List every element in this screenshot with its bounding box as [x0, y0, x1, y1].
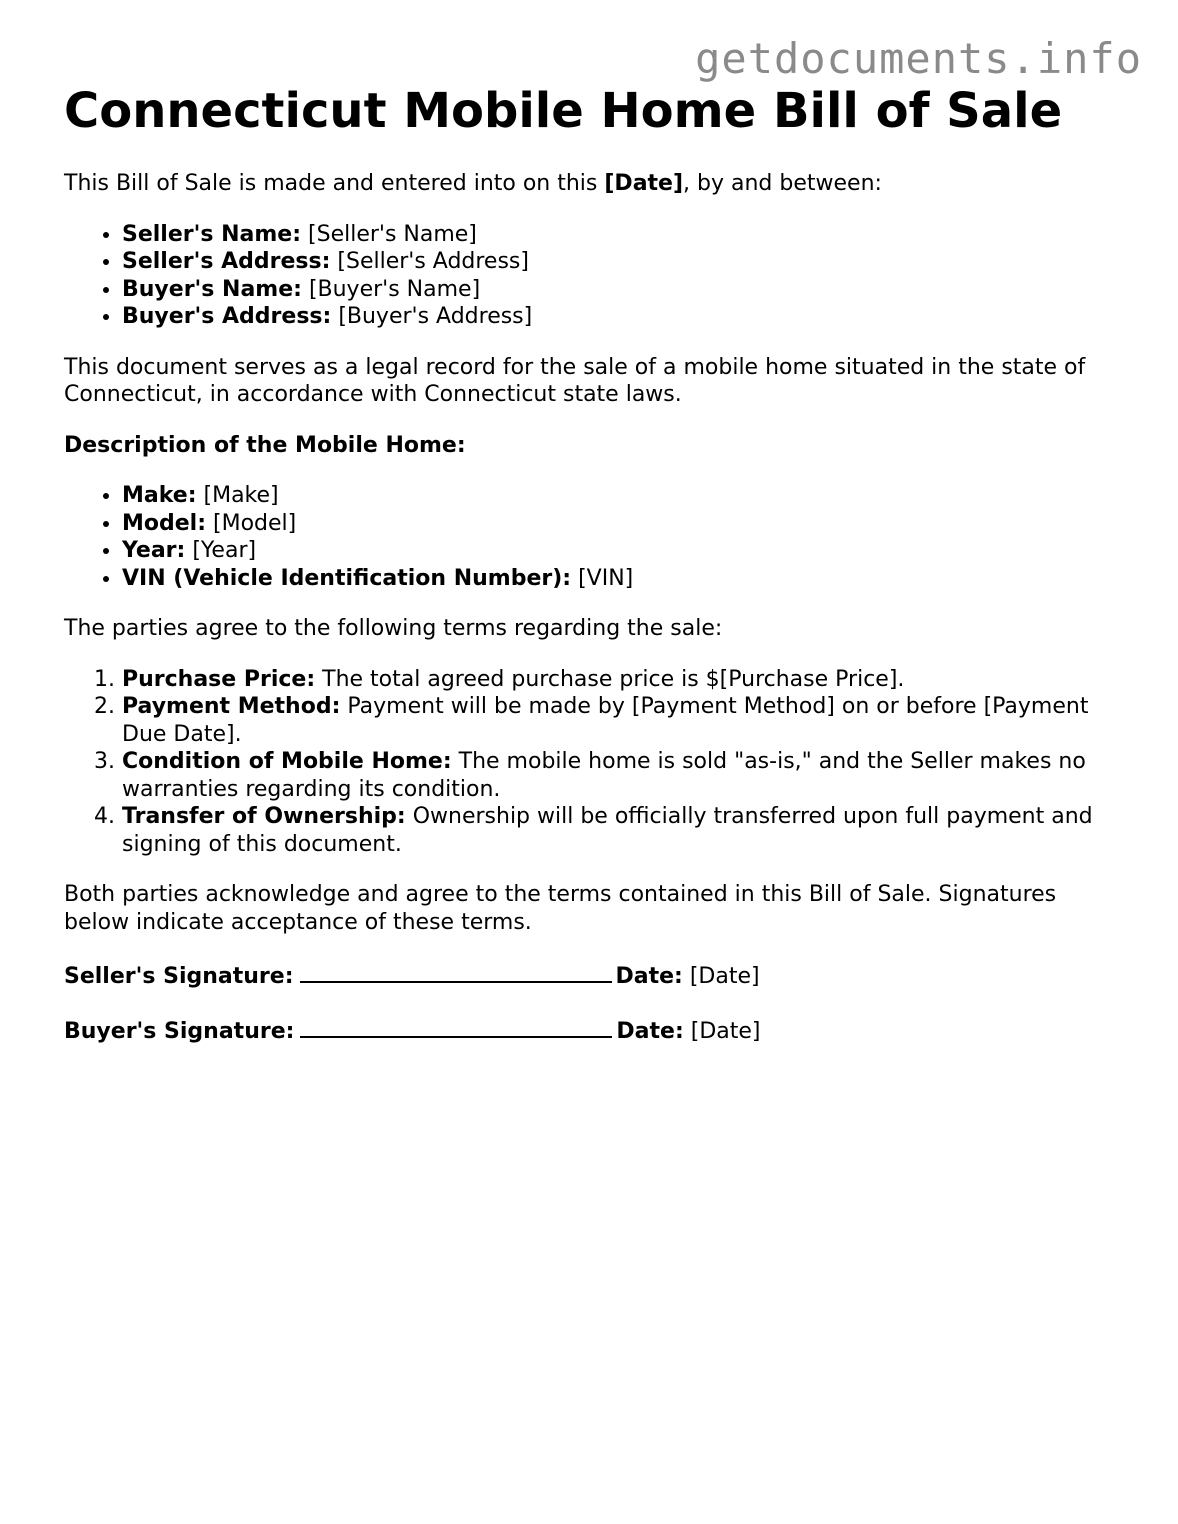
seller-date-value: [Date]: [689, 964, 760, 989]
list-item: [122, 482, 1124, 510]
item-value: [VIN]: [578, 565, 634, 591]
item-value: Payment will be made by [Payment Method] on or before [Payment Due Date].: [122, 694, 1089, 747]
buyer-signature-label: Buyer's Signature:: [64, 1018, 295, 1044]
seller-signature-line[interactable]: [300, 959, 612, 983]
item-label: Payment Method:: [122, 694, 341, 719]
document-body: [64, 84, 1124, 1068]
item-value: The total agreed purchase price is $[Purchase Price].: [322, 666, 905, 692]
item-value: [Buyer's Name]: [308, 276, 481, 302]
item-label: Model:: [122, 510, 207, 536]
item-label: Seller's Address:: [122, 249, 331, 274]
item-label: Make:: [122, 483, 197, 508]
list-item: [122, 221, 1124, 249]
item-value: [Seller's Address]: [337, 249, 529, 274]
seller-signature-row: [64, 959, 1124, 991]
item-label: Seller's Name:: [122, 221, 302, 247]
item-label: Buyer's Address:: [122, 304, 332, 329]
item-value: Ownership will be officially transferred upon full payment and signing of this document.: [122, 804, 1093, 857]
item-label: Buyer's Name:: [122, 276, 302, 302]
description-heading: Description of the Mobile Home:: [64, 432, 466, 458]
buyer-signature-row: [64, 1014, 1124, 1046]
item-label: Year:: [122, 538, 186, 563]
description-list: [64, 482, 1124, 592]
item-value: [Seller's Name]: [308, 221, 477, 247]
list-item: [122, 748, 1124, 803]
document-title: Connecticut Mobile Home Bill of Sale: [64, 83, 1063, 139]
buyer-date-value: [Date]: [690, 1018, 761, 1044]
list-item: [122, 303, 1124, 331]
terms-list: [64, 666, 1124, 859]
list-item: [122, 803, 1124, 858]
purpose-paragraph: This document serves as a legal record for the sale of a mobile home situated in the state of Connecticut, in accordance with Connecticut state laws.: [64, 354, 1086, 407]
intro-text-before: This Bill of Sale is made and entered into on this: [64, 171, 605, 196]
acknowledgment-paragraph: Both parties acknowledge and agree to the terms contained in this Bill of Sale. Signatures below indicate acceptance of these terms.: [64, 882, 1057, 935]
list-item: [122, 693, 1124, 748]
intro-date: [Date]: [604, 171, 684, 196]
item-value: [Model]: [213, 510, 297, 536]
buyer-date-label: Date:: [616, 1018, 684, 1044]
list-item: [122, 666, 1124, 694]
list-item: [122, 248, 1124, 276]
item-label: Transfer of Ownership:: [122, 804, 406, 829]
list-item: [122, 276, 1124, 304]
list-item: [122, 510, 1124, 538]
item-label: Condition of Mobile Home:: [122, 749, 452, 774]
item-label: Purchase Price:: [122, 666, 316, 692]
watermark: getdocuments.info: [695, 34, 1142, 83]
parties-list: [64, 221, 1124, 331]
item-label: VIN (Vehicle Identification Number):: [122, 565, 572, 591]
intro-paragraph: [64, 170, 1124, 198]
item-value: [Buyer's Address]: [338, 304, 533, 329]
seller-signature-label: Seller's Signature:: [64, 964, 294, 989]
intro-text-after: , by and between:: [683, 171, 882, 196]
item-value: [Make]: [203, 483, 279, 508]
buyer-signature-line[interactable]: [300, 1014, 612, 1038]
item-value: The mobile home is sold "as-is," and the Seller makes no warranties regarding its condition.: [122, 749, 1086, 802]
item-value: [Year]: [192, 538, 257, 563]
seller-date-label: Date:: [615, 964, 683, 989]
list-item: [122, 565, 1124, 593]
terms-intro: The parties agree to the following terms regarding the sale:: [64, 616, 723, 641]
list-item: [122, 537, 1124, 565]
